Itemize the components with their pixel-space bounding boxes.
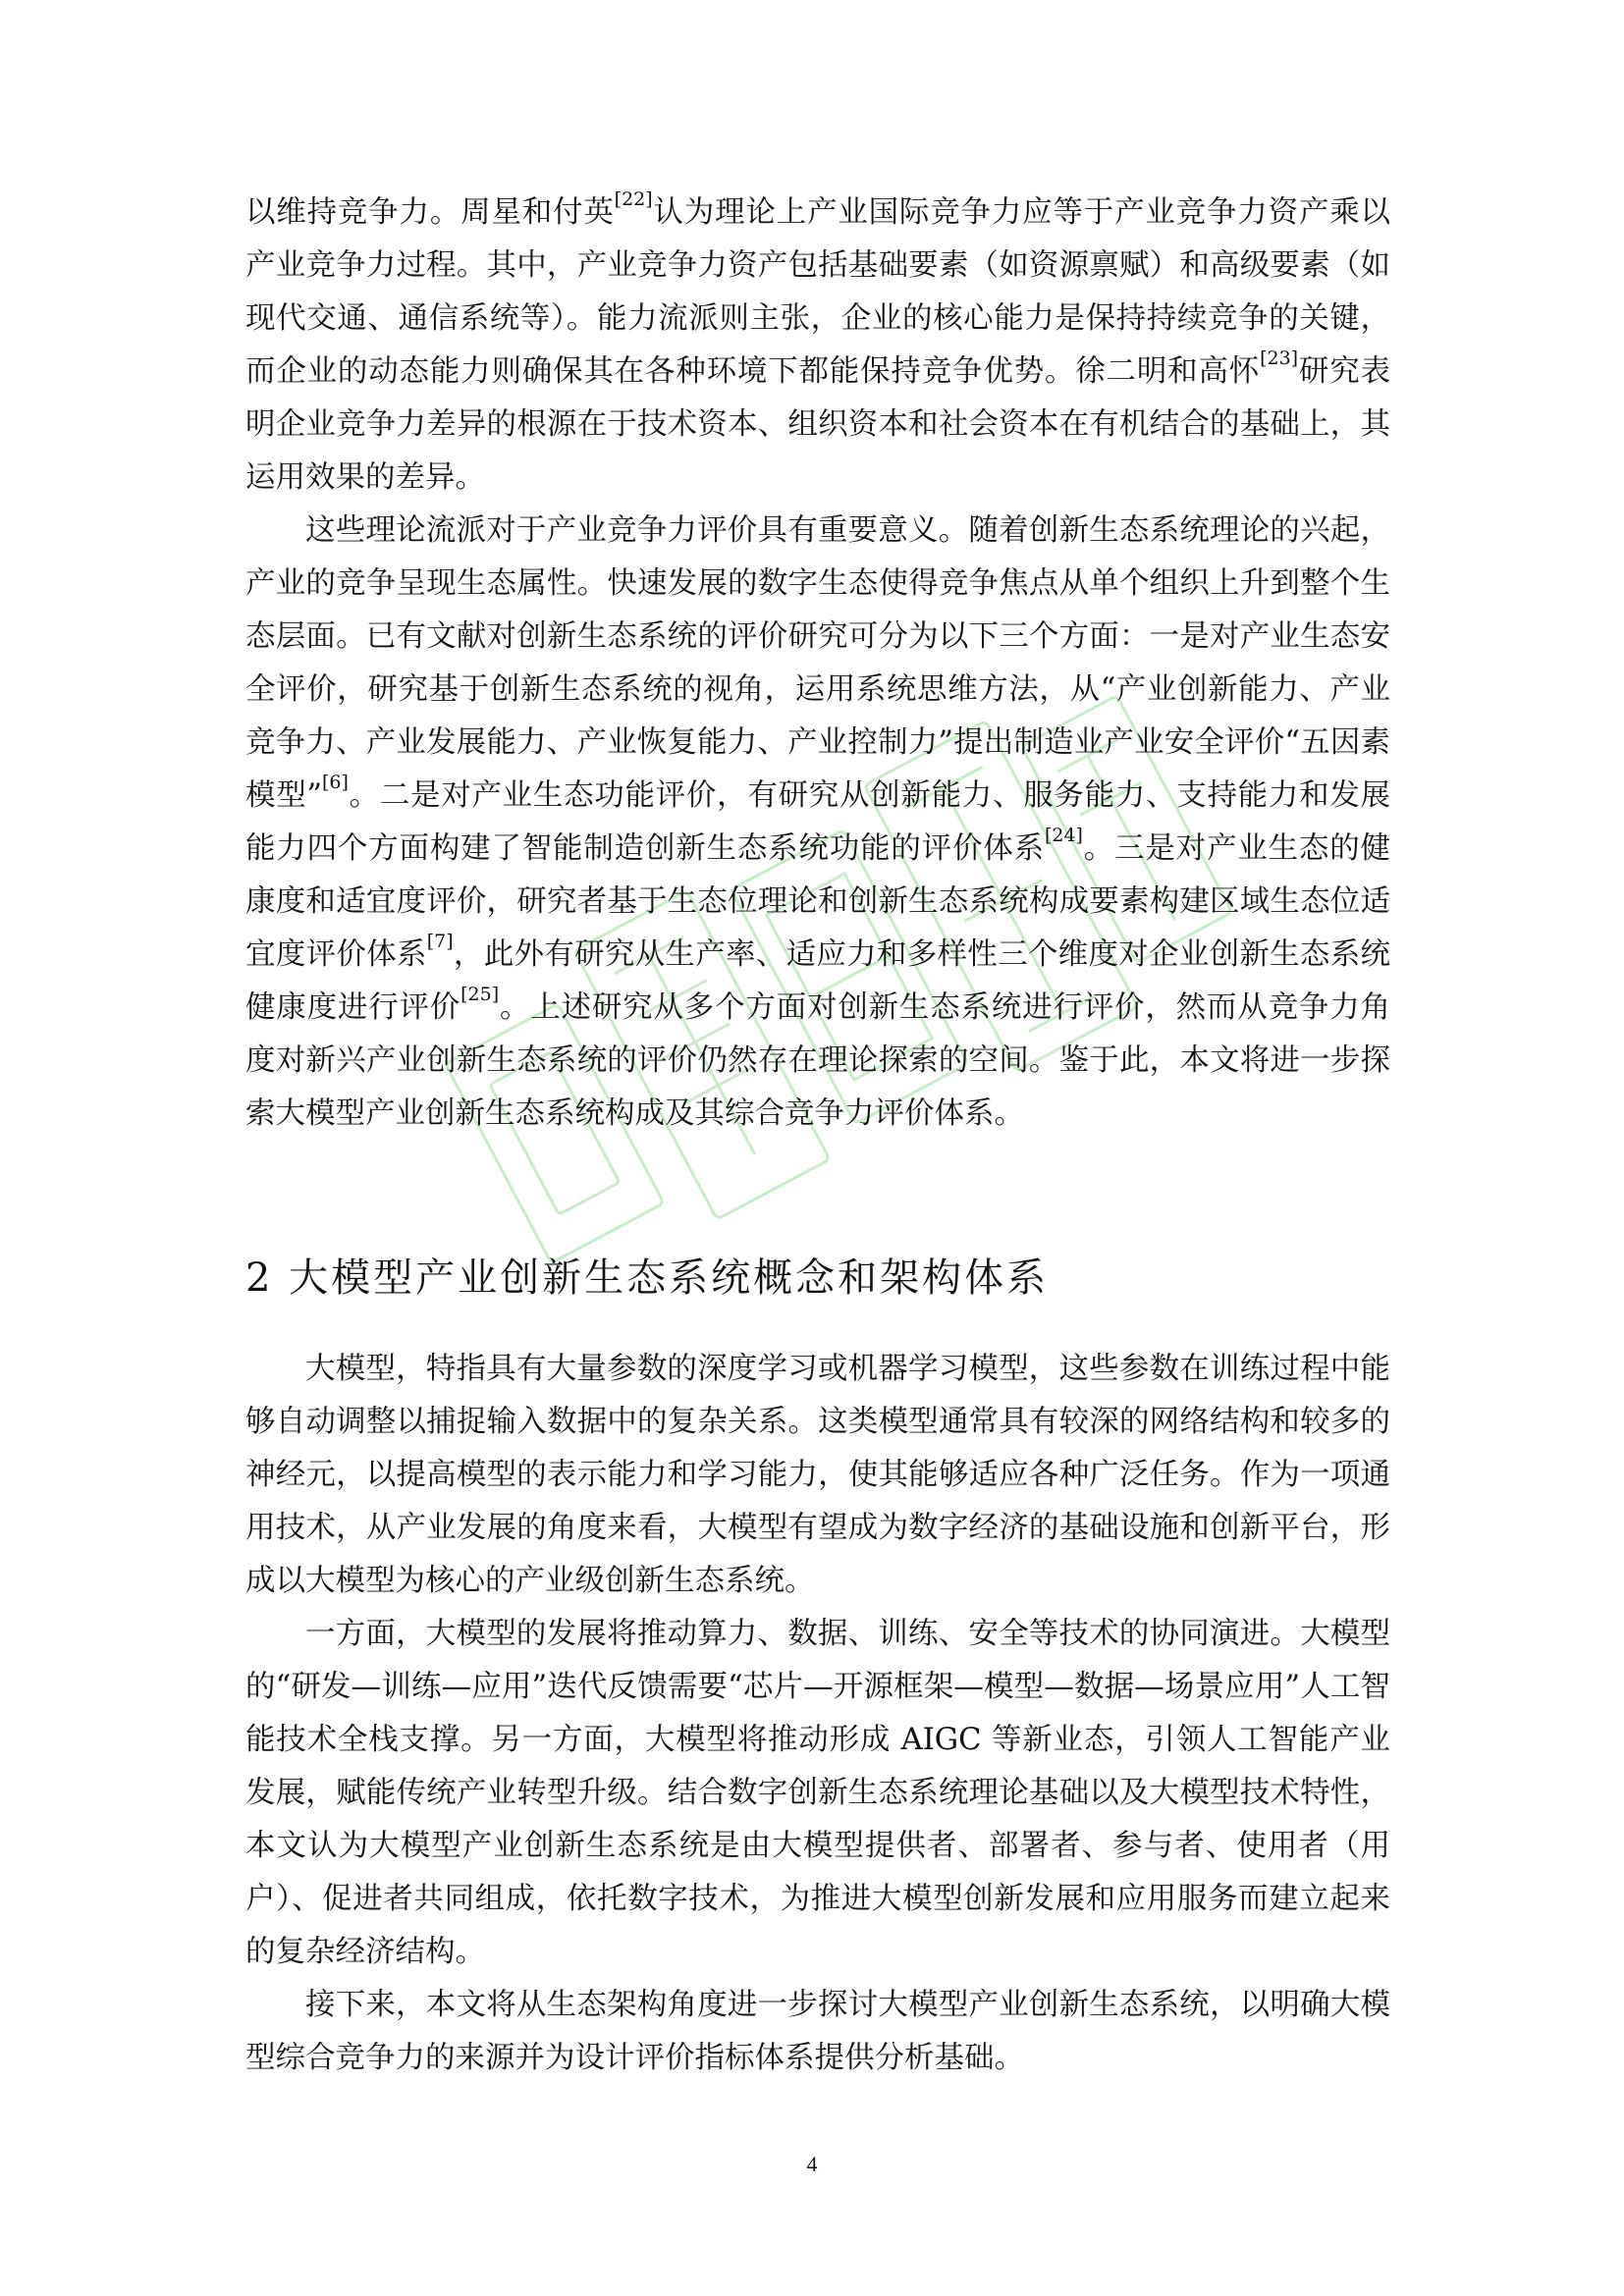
citation-ref: [25]	[460, 983, 500, 1005]
paragraph	[245, 505, 1390, 1141]
text-run: 大模型，特指具有大量参数的深度学习或机器学习模型，这些参数在训练过程中能够自动调整以捕捉输入数据中的复杂关系。这类模型通常具有较深的网络结构和较多的神经元，以提高模型的表示能力和学习能力，使其能够适应各种广泛任务。作为一项通用技术，从产业发展的角度来看，大模型有望成为数字经济的基础设施和创新平台，形成以大模型为核心的产业级创新生态系统。	[245, 1352, 1390, 1598]
citation-ref: [24]	[1044, 824, 1083, 846]
citation-ref: [23]	[1260, 347, 1299, 369]
section-heading: 2 大模型产业创新生态系统概念和架构体系	[245, 1255, 1050, 1301]
body-text-bottom	[245, 1343, 1390, 2085]
text-run: 。二是对产业生态功能评价，有研究从创新能力、服务能力、支持能力和发展能力四个方面构建了智能制造创新生态系统功能的评价体系	[245, 778, 1391, 866]
paragraph	[245, 187, 1390, 505]
text-run: ，此外有研究从生产率、适应力和多样性三个维度对企业创新生态系统健康度进行评价	[245, 937, 1391, 1025]
page-number: 4	[806, 2152, 818, 2176]
text-run: 接下来，本文将从生态架构角度进一步探讨大模型产业创新生态系统，以明确大模型综合竞争力的来源并为设计评价指标体系提供分析基础。	[245, 1988, 1390, 2075]
citation-ref: [22]	[614, 187, 653, 210]
paragraph	[245, 1343, 1390, 1608]
text-run: 这些理论流派对于产业竞争力评价具有重要意义。随着创新生态系统理论的兴起，产业的竞争呈现生态属性。快速发展的数字生态使得竞争焦点从单个组织上升到整个生态层面。已有文献对创新生态系统的评价研究可分为以下三个方面：一是对产业生态安全评价，研究基于创新生态系统的视角，运用系统思维方法，从“产业创新能力、产业竞争力、产业发展能力、产业恢复能力、产业控制力”提出制造业产业安全评价“五因素模型”	[245, 513, 1390, 813]
body-text-top	[245, 187, 1390, 1141]
text-run: 以维持竞争力。周星和付英	[245, 195, 615, 230]
text-run: 一方面，大模型的发展将推动算力、数据、训练、安全等技术的协同演进。大模型的“研发—训练—应用”迭代反馈需要“芯片—开源框架—模型—数据—场景应用”人工智能技术全栈支撑。另一方面，大模型将推动形成 AIGC 等新业态，引领人工智能产业发展，赋能传统产业转型升级。结合数字创新生态系统理论基础以及大模型技术特性，本文认为大模型产业创新生态系统是由大模型提供者、部署者、参与者、使用者（用户）、促进者共同组成，依托数字技术，为推进大模型创新发展和应用服务而建立起来的复杂经济结构。	[245, 1617, 1390, 1969]
citation-ref: [6]	[322, 771, 349, 793]
paragraph	[245, 1608, 1390, 1979]
text-run: 认为理论上产业国际竞争力应等于产业竞争力资产乘以产业竞争力过程。其中，产业竞争力资产包括基础要素（如资源禀赋）和高级要素（如现代交通、通信系统等）。能力流派则主张，企业的核心能力是保持持续竞争的关键，而企业的动态能力则确保其在各种环境下都能保持竞争优势。徐二明和高怀	[245, 195, 1391, 389]
text-run: 研究表明企业竞争力差异的根源在于技术资本、组织资本和社会资本在有机结合的基础上，其运用效果的差异。	[245, 354, 1391, 495]
citation-ref: [7]	[426, 930, 454, 952]
paragraph	[245, 1979, 1390, 2085]
text-run: 。上述研究从多个方面对创新生态系统进行评价，然而从竞争力角度对新兴产业创新生态系统的评价仍然存在理论探索的空间。鉴于此，本文将进一步探索大模型产业创新生态系统构成及其综合竞争力评价体系。	[245, 990, 1391, 1131]
text-run: 。三是对产业生态的健康度和适宜度评价，研究者基于生态位理论和创新生态系统构成要素构建区域生态位适宜度评价体系	[245, 831, 1391, 972]
